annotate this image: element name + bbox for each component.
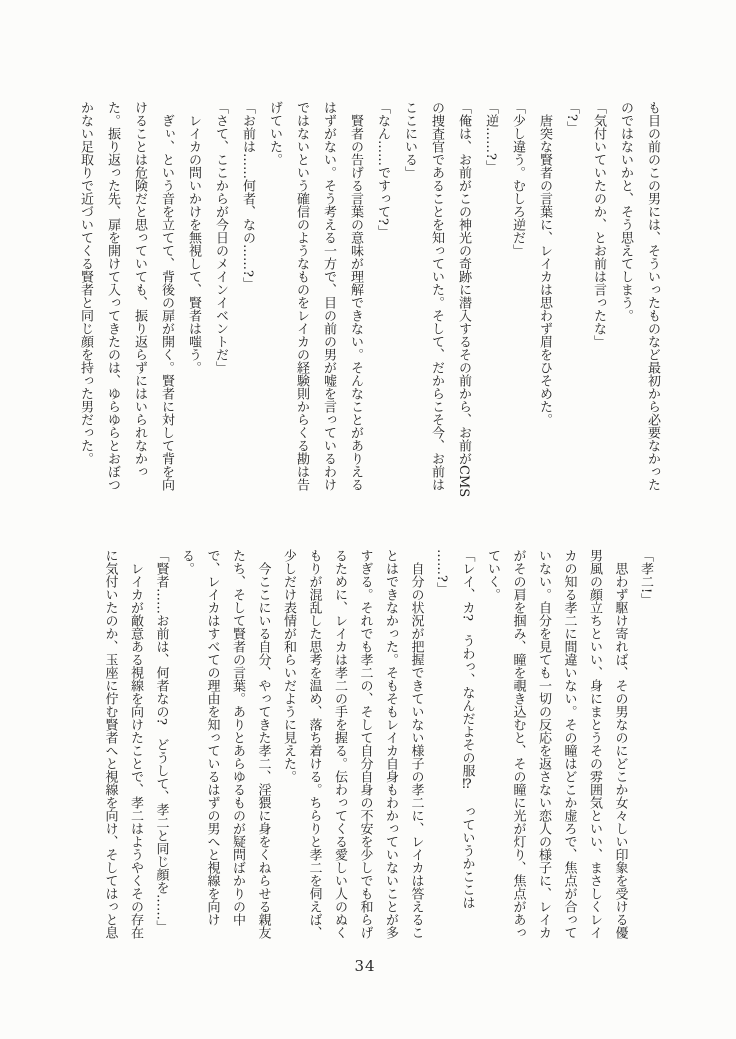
- text-column: 少しだけ表情が和らいだように見えた。: [281, 549, 296, 783]
- text-column: るために、レイカは孝二の手を握る。伝わってくる愛しい人のぬく: [332, 549, 347, 939]
- text-column: 「俺は、お前がこの神光の奇跡に潜入するその前から、お前がCMS: [456, 101, 471, 498]
- text-column: ここにいる」: [402, 101, 417, 179]
- text-column: 「逆……?」: [483, 101, 498, 173]
- text-column: 「気付いていたのか、とお前は言ったな」: [591, 101, 606, 348]
- text-column: たち、そして賢者の言葉。ありとあらゆるものが疑問ばかりの中: [230, 549, 245, 926]
- text-column: はずがない。そう考える一方で、目の前の男が嘘を言っているわけ: [321, 101, 336, 491]
- text-column: かない足取りで近づいてくる賢者と同じ顔を持った男だった。: [78, 101, 93, 465]
- text-column: けることは危険だと思っていても、振り返らずにはいられなかっ: [132, 101, 147, 478]
- text-column: のではないかと、そう思えてしまう。: [618, 101, 633, 322]
- text-column: すぎる。それでも孝二の、そして自分自身の不安を少しでも和らげ: [357, 549, 373, 939]
- text-column: 賢者の告げる言葉の意味が理解できない。そんなことがありえる: [348, 101, 363, 491]
- bottom-text-block: [97, 549, 658, 959]
- text-column: に気付いたのか、玉座に佇む賢者へと視線を向け、そしてはっと息: [102, 549, 118, 939]
- text-column: 「?」: [564, 101, 579, 134]
- text-column: ぎぃ、という音を立てて、背後の扉が開く。賢者に対して背を向: [159, 101, 174, 491]
- text-column: 「さて、ここからが今日のメインイベントだ」: [213, 101, 228, 374]
- text-column: 男風の顔立ちといい、身にまとうその雰囲気といい、まさしくレイ: [587, 549, 602, 939]
- text-column: レイカの問いかけを無視して、賢者は嗤う。: [186, 101, 201, 374]
- text-column: 「お前は……何者、なの……?」: [240, 101, 255, 290]
- text-column: 「レイ、カ? うわっ、なんだよその服⁉ っていうかここは: [459, 549, 475, 909]
- text-column: 自分の状況が把握できていない様子の孝二に、レイカは答えるこ: [408, 549, 424, 939]
- text-column: も目の前のこの男には、そういったものなど最初から必要なかった: [645, 101, 660, 491]
- text-column: で、レイカはすべての理由を知っているはずの男へと視線を向け: [204, 549, 220, 926]
- text-column: いない。自分を見ても一切の反応を返さない恋人の様子に、レイカ: [536, 549, 551, 939]
- text-column: げていた。: [267, 101, 282, 166]
- text-column: ていく。: [485, 549, 500, 601]
- text-column: た。振り返った先、扉を開けて入ってきたのは、ゆらゆらとおぼつ: [105, 101, 120, 491]
- text-column: 思わず駆け寄れば、その男なのにどこか女々しい印象を受ける優: [612, 549, 628, 939]
- text-column: ではないという確信のようなものをレイカの経験則からくる勘は告: [294, 101, 309, 491]
- text-column: 唐突な賢者の言葉に、レイカは思わず眉をひそめた。: [537, 101, 552, 426]
- text-column: 「少し違う。むしろ逆だ」: [510, 101, 525, 257]
- text-column: レイカが敵意ある視線を向けたことで、孝二はようやくその存在: [128, 549, 143, 939]
- top-text-block: [72, 101, 666, 509]
- text-column: 「なん……ですって?」: [375, 101, 390, 238]
- page-number: 34: [354, 957, 376, 975]
- text-column: ……?」: [434, 549, 449, 595]
- text-column: る。: [179, 549, 194, 575]
- text-column: もりが混乱した思考を温め、落ち着ける。ちらりと孝二を伺えば、: [306, 549, 322, 939]
- text-column: カの知る孝二に間違いない。その瞳はどこか虚ろで、焦点が合って: [561, 549, 577, 939]
- text-column: 「賢者……お前は、何者なの? どうして、孝二と同じ顔を……」: [153, 549, 169, 933]
- text-column: の捜査官であることを知っていた。そして、だからこそ今、お前は: [429, 101, 444, 491]
- text-column: 今ここにいる自分、やってきた孝二、淫猥に身をくねらせる親友: [255, 549, 271, 939]
- text-column: とはできなかった。そもそもレイカ自身もわかっていないことが多: [383, 549, 398, 939]
- text-column: 「孝二!」: [638, 549, 653, 607]
- text-column: がその肩を掴み、瞳を覗き込むと、その瞳に光が灯り、焦点があっ: [510, 549, 526, 939]
